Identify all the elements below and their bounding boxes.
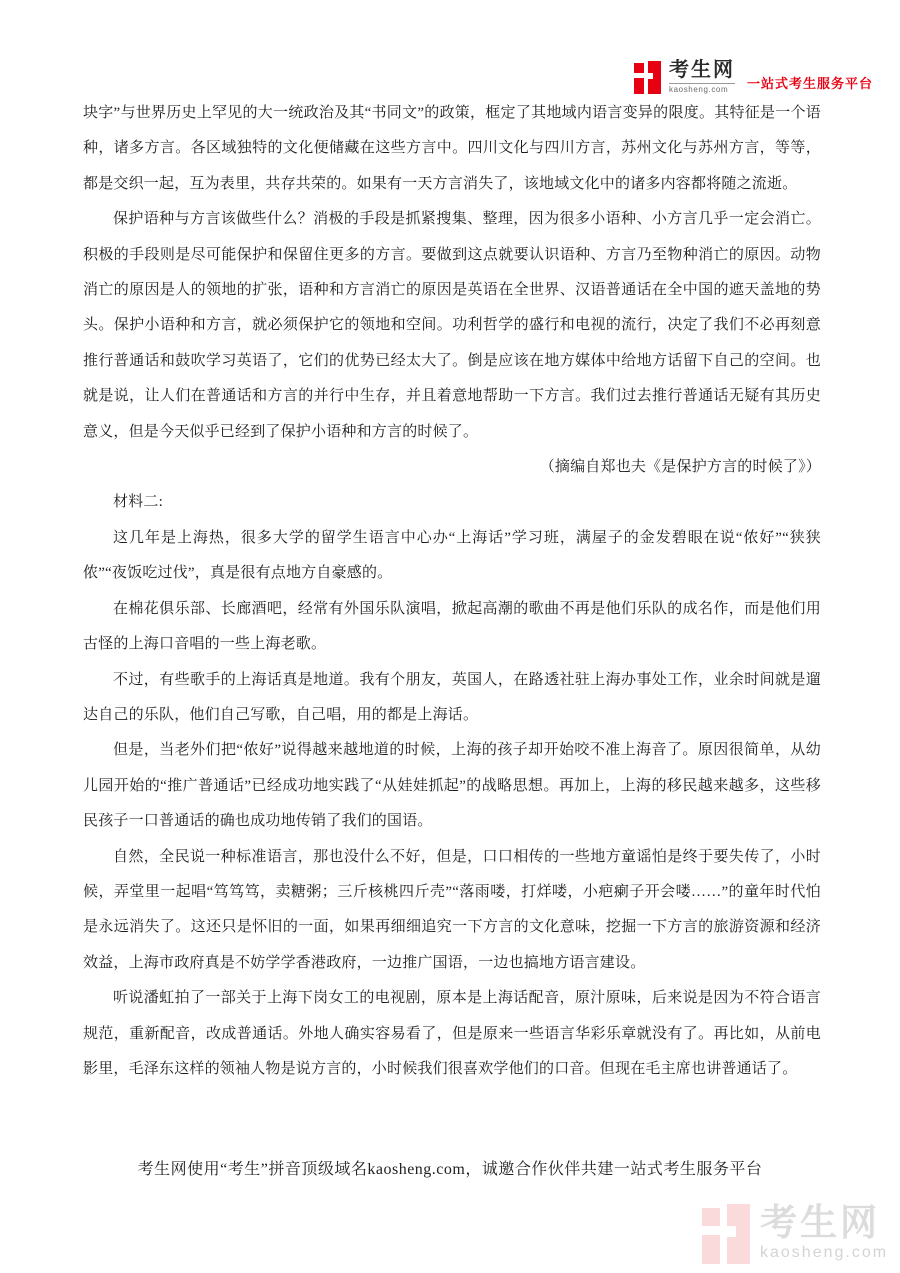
footer-promo-text: 考生网使用“考生”拼音顶级域名kaosheng.com，诚邀合作伙伴共建一站式考生服务平台 — [137, 1161, 763, 1178]
paragraph: 在棉花俱乐部、长廊酒吧，经常有外国乐队演唱，掀起高潮的歌曲不再是他们乐队的成名作，而是他们用古怪的上海口音唱的一些上海老歌。 — [83, 600, 821, 653]
document-body — [83, 96, 821, 1087]
kaosheng-logo-icon — [634, 61, 661, 94]
paragraph: 但是，当老外们把“侬好”说得越来越地道的时候，上海的孩子却开始咬不准上海音了。原因很简单，从幼儿园开始的“推广普通话”已经成功地实践了“从娃娃抓起”的战略思想。再加上，上海的移民越来越多，这些移民孩子一口普通话的确也成功地传销了我们的国语。 — [83, 742, 821, 830]
paragraph: 不过，有些歌手的上海话真是地道。我有个朋友，英国人，在路透社驻上海办事处工作，业余时间就是遛达自己的乐队，他们自己写歌，自己唱，用的都是上海话。 — [83, 671, 821, 723]
watermark-brand-name: 考生网 — [760, 1202, 880, 1243]
logo-domain: kaosheng.com — [669, 83, 735, 94]
logo-text-block — [669, 60, 735, 94]
paragraph: 自然，全民说一种标准语言，那也没什么不好，但是，口口相传的一些地方童谣怕是终于要失传了，小时候，弄堂里一起唱“笃笃笃，卖糖粥；三斤核桃四斤壳”“落雨喽，打烊喽，小疤瘌子开会喽……”的童年时代怕是永远消失了。这还只是怀旧的一面，如果再细细追究一下方言的文化意味，挖掘一下方言的旅游资源和经济效益，上海市政府真是不妨学学香港政府，一边推广国语，一边也搞地方语言建设。 — [83, 848, 821, 971]
watermark-text-block — [760, 1204, 888, 1261]
paragraph: 材料二: — [113, 494, 163, 511]
kaosheng-watermark-logo-icon — [702, 1204, 750, 1264]
paragraph: （摘编自郑也夫《是保护方言的时候了》） — [539, 459, 821, 476]
watermark — [702, 1204, 888, 1264]
watermark-domain: kaosheng.com — [760, 1244, 889, 1261]
paragraph: 保护语种与方言该做些什么？消极的手段是抓紧搜集、整理，因为很多小语种、小方言几乎一定会消亡。积极的手段则是尽可能保护和保留住更多的方言。要做到这点就要认识语种、方言乃至物种消亡的原因。动物消亡的原因是人的领地的扩张，语种和方言消亡的原因是英语在全世界、汉语普通话在全中国的遮天盖地的势头。保护小语种和方言，就必须保护它的领地和空间。功利哲学的盛行和电视的流行，决定了我们不必再刻意推行普通话和鼓吹学习英语了，它们的优势已经太大了。倒是应该在地方媒体中给地方话留下自己的空间。也就是说，让人们在普通话和方言的并行中生存，并且着意地帮助一下方言。我们过去推行普通话无疑有其历史意义，但是今天似乎已经到了保护小语种和方言的时候了。 — [83, 211, 821, 440]
paragraph: 块字”与世界历史上罕见的大一统政治及其“书同文”的政策，框定了其地域内语言变异的限度。其特征是一个语种，诸多方言。各区域独特的文化便储藏在这些方言中。四川文化与四川方言，苏州文化与苏州方言，等等，都是交织一起，互为表里，共存共荣的。如果有一天方言消失了，该地域文化中的诸多内容都将随之流逝。 — [83, 105, 821, 192]
logo-tagline: 一站式考生服务平台 — [747, 75, 874, 91]
header-logo — [634, 60, 873, 94]
paragraph: 这几年是上海热，很多大学的留学生语言中心办“上海话”学习班，满屋子的金发碧眼在说“侬好”“狭狭侬”“夜饭吃过伐”，真是很有点地方自豪感的。 — [83, 529, 821, 582]
paragraph: 听说潘虹拍了一部关于上海下岗女工的电视剧，原本是上海话配音，原汁原味，后来说是因为不符合语言规范，重新配音，改成普通话。外地人确实容易看了，但是原来一些语言华彩乐章就没有了。再比如，从前电影里，毛泽东这样的领袖人物是说方言的，小时候我们很喜欢学他们的口音。但现在毛主席也讲普通话了。 — [83, 990, 821, 1077]
logo-brand-name: 考生网 — [669, 59, 735, 81]
